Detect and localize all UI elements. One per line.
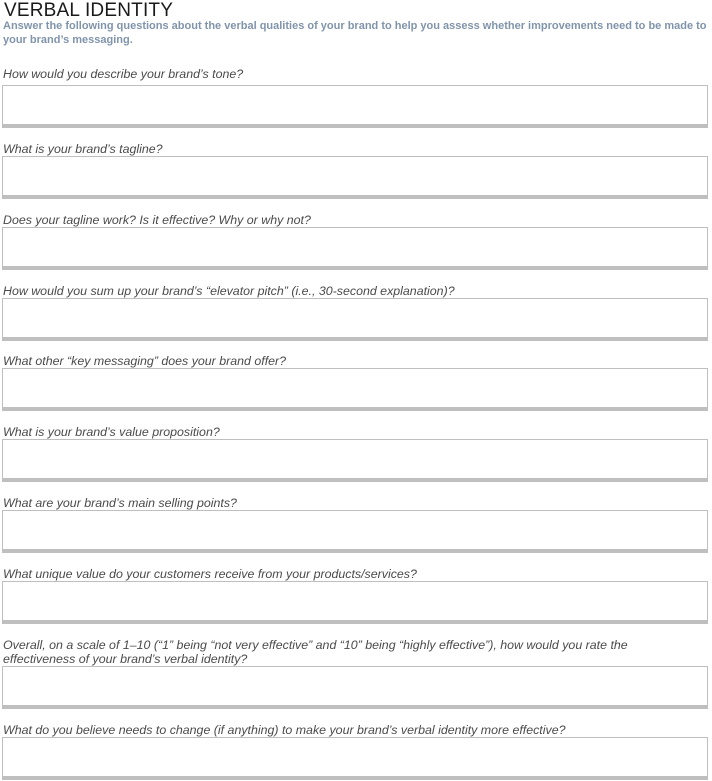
page-title: VERBAL IDENTITY xyxy=(4,0,174,21)
answer-box-selling-points[interactable] xyxy=(2,510,708,553)
question-label-elevator-pitch: How would you sum up your brand’s “elevator pitch” (i.e., 30-second explanation)? xyxy=(3,284,455,298)
answer-box-tagline[interactable] xyxy=(2,156,708,199)
answer-box-needs-change[interactable] xyxy=(2,737,708,780)
answer-box-key-messaging[interactable] xyxy=(2,368,708,411)
question-label-tone: How would you describe your brand’s tone? xyxy=(3,67,244,81)
page-subtitle: Answer the following questions about the verbal qualities of your brand to help you assess whether improvements need to be made to your brand’s messaging. xyxy=(3,20,707,46)
answer-box-value-proposition[interactable] xyxy=(2,439,708,482)
question-label-needs-change: What do you believe needs to change (if anything) to make your brand’s verbal identity more effective? xyxy=(3,723,566,737)
answer-box-tone[interactable] xyxy=(2,85,708,128)
answer-box-rating[interactable] xyxy=(2,666,708,709)
question-label-key-messaging: What other “key messaging” does your brand offer? xyxy=(3,354,287,368)
answer-box-elevator-pitch[interactable] xyxy=(2,298,708,341)
answer-box-unique-value[interactable] xyxy=(2,581,708,624)
question-label-value-proposition: What is your brand’s value proposition? xyxy=(3,425,220,439)
answer-box-tagline-effective[interactable] xyxy=(2,227,708,270)
question-label-rating: Overall, on a scale of 1–10 (“1” being “not very effective” and “10” being “highly effective”), how would you rate the effectiveness of your brand’s verbal identity? xyxy=(3,638,628,666)
question-label-unique-value: What unique value do your customers receive from your products/services? xyxy=(3,567,417,581)
question-label-selling-points: What are your brand’s main selling points? xyxy=(3,496,237,510)
question-label-tagline-effective: Does your tagline work? Is it effective? Why or why not? xyxy=(3,213,311,227)
question-label-tagline: What is your brand’s tagline? xyxy=(3,142,163,156)
